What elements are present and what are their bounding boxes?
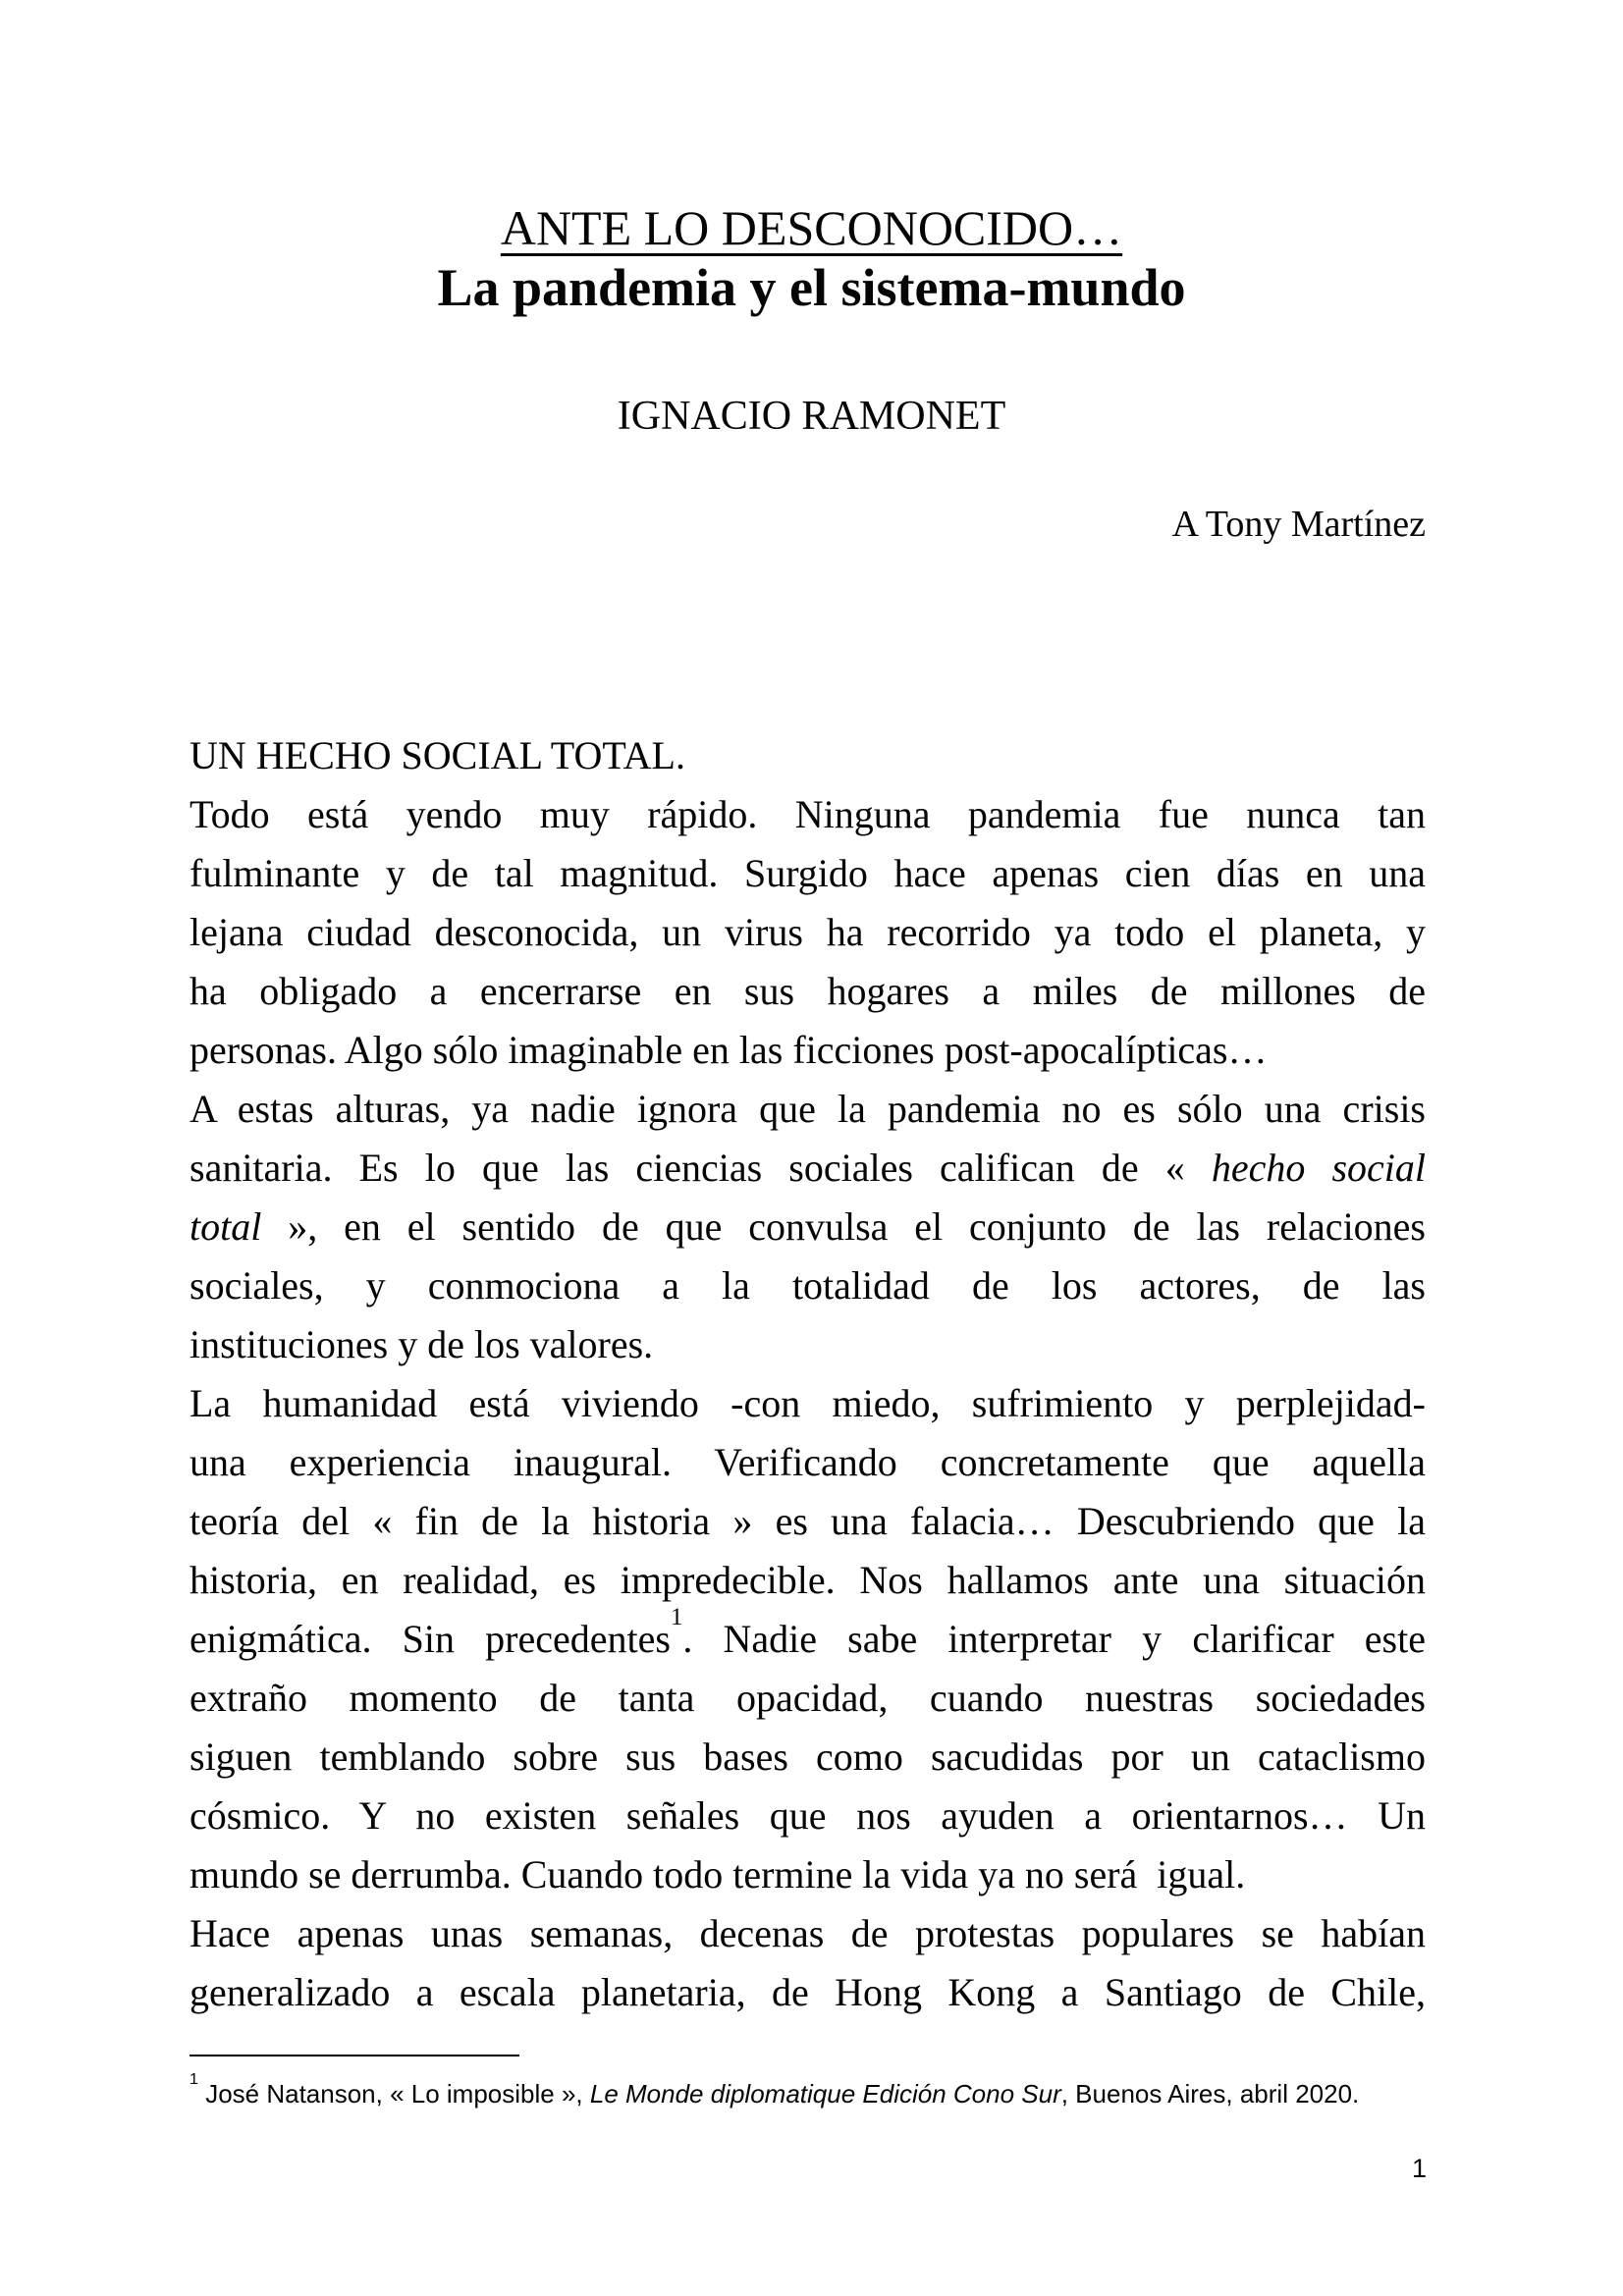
body-line: una experiencia inaugural. Verificando concretamente que aquella — [189, 1440, 1426, 1484]
body-line: historia, en realidad, es impredecible. Nos hallamos ante una situación — [189, 1558, 1426, 1602]
paragraph — [189, 1374, 1426, 1904]
document-title: ANTE LO DESCONOCIDO… — [500, 200, 1123, 255]
body-line: instituciones y de los valores. — [189, 1322, 654, 1366]
body-line: A estas alturas, ya nadie ignora que la pandemia no es sólo una crisis — [189, 1087, 1426, 1131]
body-line: sanitaria. Es lo que las ciencias sociales califican de « hecho social — [189, 1146, 1426, 1190]
emphasized-text: total — [189, 1204, 262, 1249]
body-line: mundo se derrumba. Cuando todo termine la vida ya no será igual. — [189, 1852, 1246, 1896]
body-line: ha obligado a encerrarse en sus hogares a miles de millones de — [189, 969, 1426, 1013]
author-line: IGNACIO RAMONET — [617, 394, 1006, 439]
paragraph — [189, 785, 1426, 1080]
emphasized-text: Le Monde diplomatique Edición Cono Sur — [589, 2079, 1061, 2109]
document-subtitle: La pandemia y el sistema-mundo — [437, 258, 1186, 317]
body-line: sociales, y conmociona a la totalidad de los actores, de las — [189, 1263, 1426, 1308]
page-number: 1 — [1411, 2154, 1427, 2183]
document-body — [189, 726, 1426, 2022]
body-line: siguen temblando sobre sus bases como sacudidas por un cataclismo — [189, 1735, 1426, 1779]
body-line: generalizado a escala planetaria, de Hong Kong a Santiago de Chile, — [189, 1970, 1426, 2014]
body-line: total », en el sentido de que convulsa el conjunto de las relaciones — [189, 1204, 1426, 1249]
emphasized-text: hecho social — [1211, 1146, 1426, 1190]
body-line: enigmática. Sin precedentes$^1$. Nadie sabe interpretar y clarificar este — [189, 1604, 1426, 1661]
paragraph — [189, 1904, 1426, 2022]
body-line: fulminante y de tal magnitud. Surgido hace apenas cien días en una — [189, 851, 1426, 895]
body-line: personas. Algo sólo imaginable en las ficciones post-apocalípticas… — [189, 1028, 1268, 1072]
body-line: Todo está yendo muy rápido. Ninguna pandemia fue nunca tan — [189, 792, 1426, 836]
section-heading: UN HECHO SOCIAL TOTAL. — [189, 733, 685, 777]
body-line: extraño momento de tanta opacidad, cuando nuestras sociedades — [189, 1676, 1426, 1720]
paragraph — [189, 1080, 1426, 1374]
footnote-reference: 1 — [189, 2070, 198, 2089]
body-line: Hace apenas unas semanas, decenas de protestas populares se habían — [189, 1911, 1426, 1955]
body-line: lejana ciudad desconocida, un virus ha recorrido ya todo el planeta, y — [189, 910, 1426, 954]
dedication-line: A Tony Martínez — [1171, 504, 1426, 545]
body-line: La humanidad está viviendo -con miedo, sufrimiento y perplejidad- — [189, 1381, 1426, 1425]
body-line: teoría del « fin de la historia » es una falacia… Descubriendo que la — [189, 1499, 1426, 1543]
footnote-separator — [189, 2055, 519, 2056]
footnote-reference: 1 — [670, 1604, 683, 1631]
body-line: cósmico. Y no existen señales que nos ayuden a orientarnos… Un — [189, 1793, 1426, 1838]
footnote-text: $^1$ José Natanson, « Lo imposible », Le Monde diplomatique Edición Cono Sur, Buenos Aires, abril 2020. — [189, 2070, 1360, 2109]
